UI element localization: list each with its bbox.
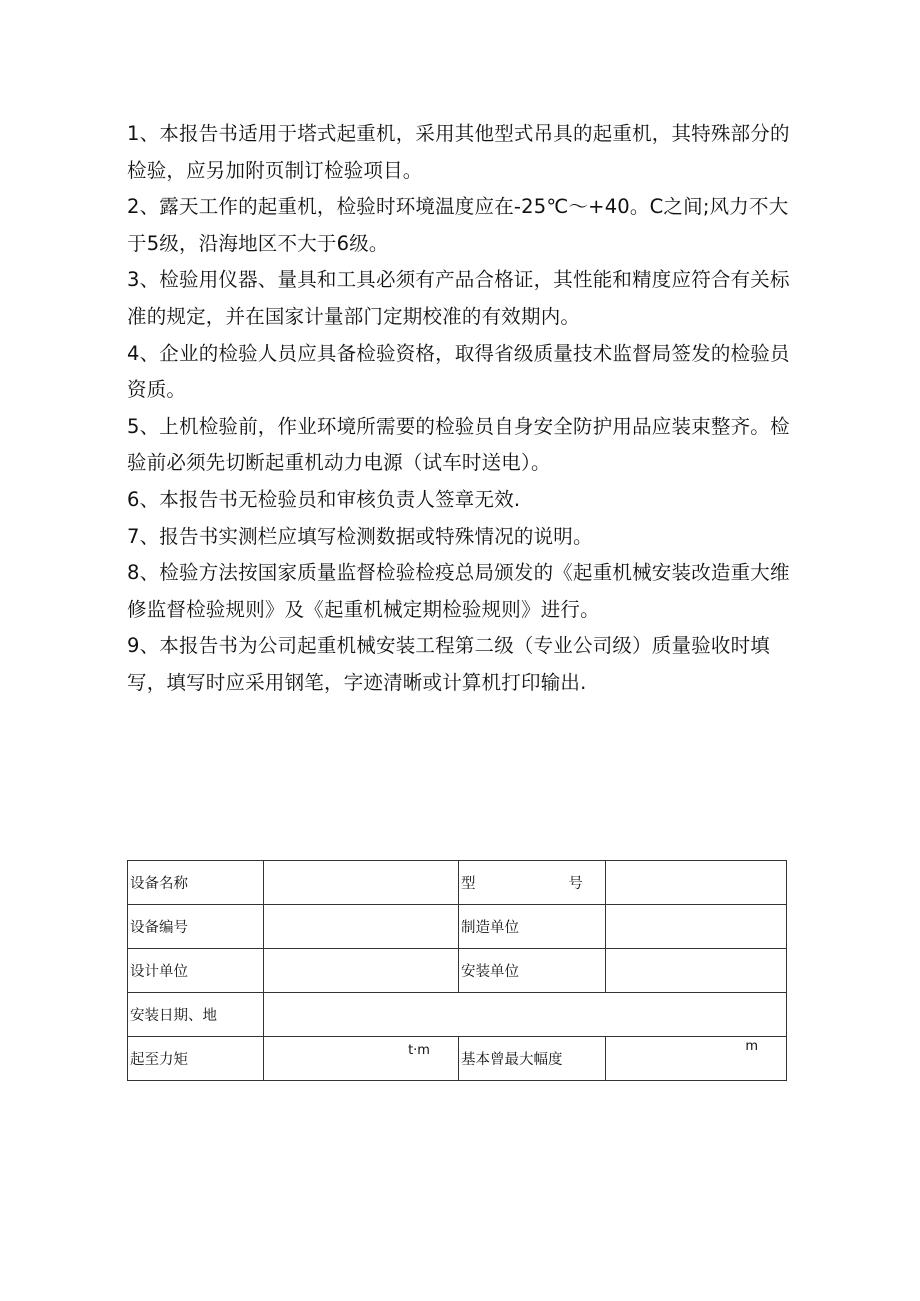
equipment-name-field[interactable] [263, 861, 458, 905]
equipment-info-table [127, 860, 787, 1081]
manufacturer-field[interactable] [605, 905, 786, 949]
equipment-number-field[interactable] [263, 905, 458, 949]
manufacturer-label: 制造单位 [458, 905, 605, 949]
note-item: 5、上机检验前，作业环境所需要的检验员自身安全防护用品应装束整齐。检验前必须先切断起重机动力电源（试车时送电）。 [127, 414, 790, 475]
model-label-part2: 号 [568, 876, 583, 892]
model-field[interactable] [605, 861, 786, 905]
design-unit-field[interactable] [263, 949, 458, 993]
lifting-moment-field[interactable] [263, 1037, 458, 1081]
note-item: 1、本报告书适用于塔式起重机，采用其他型式吊具的起重机，其特殊部分的检验，应另加附页制订检验项目。 [127, 122, 790, 182]
table-row [128, 1037, 787, 1081]
note-item: 3、检验用仪器、量具和工具必须有产品合格证，其性能和精度应符合有关标准的规定，并在国家计量部门定期校准的有效期内。 [127, 268, 790, 328]
note-item: 9、本报告书为公司起重机械安装工程第二级（专业公司级）质量验收时填写，填写时应采用钢笔，字迹清晰或计算机打印输出. [127, 634, 771, 694]
installer-field[interactable] [605, 949, 786, 993]
lifting-moment-unit: t·m [408, 1043, 430, 1058]
design-unit-label: 设计单位 [128, 949, 264, 993]
model-label-part1: 型 [460, 876, 476, 892]
note-item: 6、本报告书无检验员和审核负责人签章无效. [127, 487, 521, 511]
install-date-place-field[interactable] [263, 993, 786, 1037]
note-item: 2、露天工作的起重机，检验时环境温度应在-25℃～+40。C之间;风力不大于5级，沿海地区不大于6级。 [127, 195, 789, 255]
installer-label: 安装单位 [458, 949, 605, 993]
equipment-name-label: 设备名称 [128, 861, 264, 905]
table-row [128, 993, 787, 1037]
model-label [458, 861, 605, 905]
install-date-place-label: 安装日期、地 [128, 993, 264, 1037]
note-item: 7、报告书实测栏应填写检测数据或特殊情况的说明。 [127, 524, 593, 548]
note-item: 8、检验方法按国家质量监督检验检疫总局颁发的《起重机械安装改造重大维修监督检验规则》及《起重机械定期检验规则》进行。 [127, 561, 790, 621]
max-radius-field[interactable] [605, 1037, 786, 1081]
table-row [128, 949, 787, 993]
notes-section [127, 116, 797, 702]
max-radius-unit: m [745, 1039, 758, 1054]
equipment-number-label: 设备编号 [128, 905, 264, 949]
lifting-moment-label: 起至力矩 [128, 1037, 264, 1081]
table-row [128, 861, 787, 905]
note-item: 4、企业的检验人员应具备检验资格，取得省级质量技术监督局签发的检验员资质。 [127, 341, 790, 402]
table-row [128, 905, 787, 949]
max-radius-label: 基本曾最大幅度 [458, 1037, 605, 1081]
